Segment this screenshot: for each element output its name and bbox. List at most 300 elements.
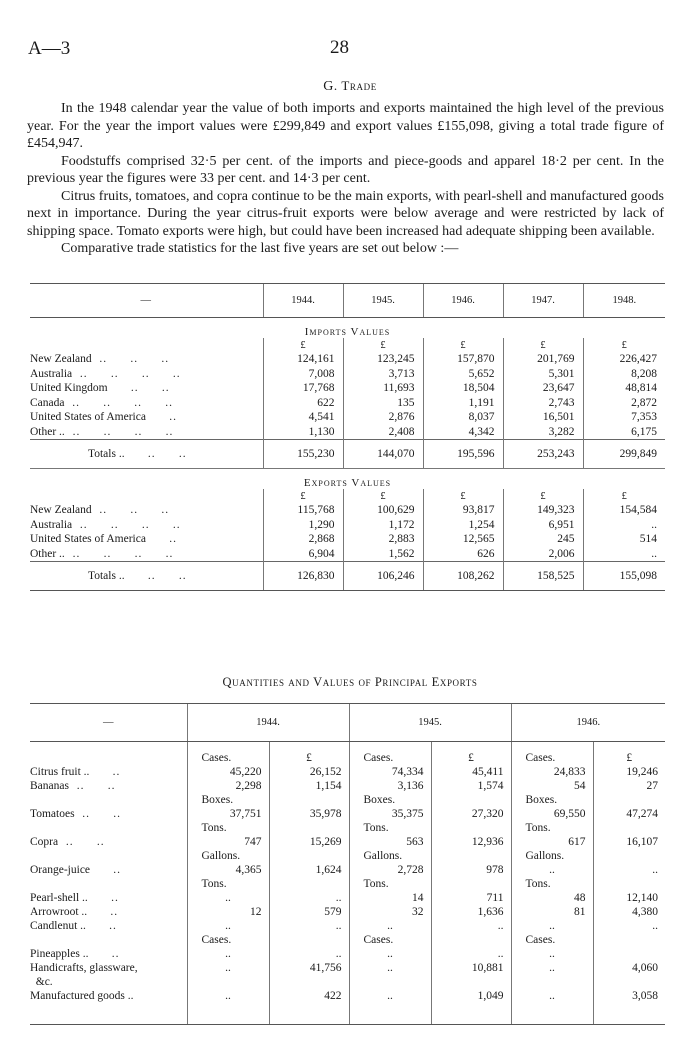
cell-value: 41,756 [269, 962, 349, 976]
unit-label [269, 878, 349, 892]
currency-symbol: £ [343, 489, 423, 503]
cell-value: 35,978 [269, 808, 349, 822]
cell-value: 579 [269, 906, 349, 920]
unit-label: Gallons. [187, 850, 269, 864]
cell-value: 617 [511, 836, 593, 850]
exports-rows [30, 503, 665, 562]
page-number: 28 [330, 37, 349, 58]
cell-value: 19,246 [593, 766, 665, 780]
cell-value: .. [511, 920, 593, 934]
row-label [30, 892, 187, 906]
cell-value: 47,274 [593, 808, 665, 822]
paragraph: Comparative trade statistics for the last five years are set out below :— [61, 241, 459, 256]
row-label [30, 396, 263, 411]
cell-value: .. [269, 920, 349, 934]
cell-value: 1,254 [423, 518, 503, 533]
row-label [30, 990, 187, 1004]
row-leader-dots: .. .. [58, 836, 105, 849]
cell-value: 201,769 [503, 352, 583, 367]
currency-symbol: £ [593, 752, 665, 766]
cell-value: 4,060 [593, 962, 665, 976]
cell-value: .. [269, 892, 349, 906]
imports-rows [30, 352, 665, 440]
cell-value: 27,320 [431, 808, 511, 822]
cell-value: 69,550 [511, 808, 593, 822]
cell-value: 14 [349, 892, 431, 906]
total-value: 106,246 [343, 562, 423, 591]
row-label [30, 822, 187, 836]
unit-label: Cases. [511, 934, 593, 948]
principal-exports-table [30, 703, 665, 1025]
cell-value: 6,951 [503, 518, 583, 533]
cell-value: .. [583, 547, 665, 562]
table-row [30, 352, 665, 367]
cell-value [511, 976, 593, 990]
row-label-text: Other .. [30, 547, 65, 560]
unit-label: Gallons. [511, 850, 593, 864]
exports-subheading-row [30, 469, 665, 490]
row-label [30, 410, 263, 425]
cell-value: 514 [583, 532, 665, 547]
cell-value: 1,130 [263, 425, 343, 440]
currency-row [30, 338, 665, 352]
row-label-text: New Zealand [30, 504, 92, 517]
header-corner: — [30, 284, 263, 318]
cell-value [593, 948, 665, 962]
row-label [30, 503, 263, 518]
cell-value: 1,154 [269, 780, 349, 794]
row-label [30, 864, 187, 878]
cell-value: 123,245 [343, 352, 423, 367]
currency-symbol: £ [263, 489, 343, 503]
row-label: Totals .. .. .. [30, 440, 263, 469]
table-row [30, 503, 665, 518]
table-end-row [30, 1004, 665, 1025]
table-row [30, 976, 665, 990]
cell-value: 35,375 [349, 808, 431, 822]
row-label-text: Candlenut .. [30, 920, 86, 933]
section-title [0, 78, 700, 95]
currency-symbol: £ [343, 338, 423, 352]
unit-label: Boxes. [349, 794, 431, 808]
unit-label [431, 794, 511, 808]
cell-value: .. [349, 920, 431, 934]
row-label [30, 547, 263, 562]
unit-label [593, 850, 665, 864]
year-header: 1944. [263, 284, 343, 318]
unit-label [593, 794, 665, 808]
currency-symbol: £ [263, 338, 343, 352]
unit-label [431, 878, 511, 892]
cell-value: .. [187, 948, 269, 962]
cell-value: 1,624 [269, 864, 349, 878]
unit-label [269, 822, 349, 836]
row-label [30, 367, 263, 382]
total-value: 155,230 [263, 440, 343, 469]
row-label-text: Pineapples .. [30, 948, 89, 961]
row-label [30, 808, 187, 822]
row-label-text: Copra [30, 836, 59, 849]
section-title-rest: . Trade [333, 78, 377, 93]
cell-value: 12,140 [593, 892, 665, 906]
cell-value: .. [187, 892, 269, 906]
row-leader-dots: .. [145, 533, 177, 546]
cell-value: 4,380 [593, 906, 665, 920]
cell-value: 15,269 [269, 836, 349, 850]
cell-value: .. [349, 990, 431, 1004]
cell-value [593, 976, 665, 990]
row-leader-dots: .. [87, 906, 119, 919]
cell-value: 54 [511, 780, 593, 794]
row-label-text: Canada [30, 396, 65, 409]
table-row [30, 381, 665, 396]
cell-value: .. [583, 518, 665, 533]
table-row [30, 990, 665, 1004]
unit-label: Tons. [187, 822, 269, 836]
row-label-text: New Zealand [30, 353, 92, 366]
spacer-row [30, 742, 665, 753]
cell-value: .. [349, 948, 431, 962]
cell-value: .. [593, 864, 665, 878]
row-leader-dots: .. .. .. .. [64, 547, 174, 560]
principal-export-rows [30, 766, 665, 1004]
cell-value: 11,693 [343, 381, 423, 396]
unit-label [269, 850, 349, 864]
cell-value: 2,868 [263, 532, 343, 547]
unit-row [30, 794, 665, 808]
row-label [30, 920, 187, 934]
cell-value: 12,565 [423, 532, 503, 547]
cell-value: 74,334 [349, 766, 431, 780]
cell-value: 7,008 [263, 367, 343, 382]
currency-symbol: £ [423, 338, 503, 352]
cell-value: .. [511, 962, 593, 976]
cell-value [269, 976, 349, 990]
unit-row [30, 878, 665, 892]
year-header: 1946. [511, 704, 665, 742]
cell-value: .. [511, 864, 593, 878]
row-label [30, 352, 263, 367]
row-label [30, 518, 263, 533]
row-label-text: Pearl-shell .. [30, 892, 88, 905]
year-header: 1945. [343, 284, 423, 318]
unit-label: Boxes. [187, 794, 269, 808]
cell-value: 6,904 [263, 547, 343, 562]
row-leader-dots: .. [87, 892, 119, 905]
cell-value: 2,876 [343, 410, 423, 425]
cell-value: .. [431, 920, 511, 934]
total-value: 158,525 [503, 562, 583, 591]
cell-value: 81 [511, 906, 593, 920]
cell-value: 1,172 [343, 518, 423, 533]
unit-label: Gallons. [349, 850, 431, 864]
row-label-text: United States of America [30, 533, 146, 546]
cell-value: 7,353 [583, 410, 665, 425]
cell-value: 12,936 [431, 836, 511, 850]
unit-label [593, 822, 665, 836]
cell-value: 226,427 [583, 352, 665, 367]
section-body [27, 100, 664, 258]
row-label: Totals .. .. .. [30, 562, 263, 591]
cell-value: 10,881 [431, 962, 511, 976]
row-label [30, 836, 187, 850]
table-row [30, 396, 665, 411]
unit-label: Tons. [349, 822, 431, 836]
row-leader-dots: .. .. .. [91, 504, 170, 517]
year-header: 1944. [187, 704, 349, 742]
cell-value: 27 [593, 780, 665, 794]
cell-value: 5,301 [503, 367, 583, 382]
unit-header-row [30, 752, 665, 766]
row-label-text: Other .. [30, 425, 65, 438]
unit-row [30, 850, 665, 864]
cell-value: 2,743 [503, 396, 583, 411]
cell-value: 1,574 [431, 780, 511, 794]
cell-value: .. [593, 920, 665, 934]
cell-value: 24,833 [511, 766, 593, 780]
row-label [30, 878, 187, 892]
row-leader-dots: .. .. .. .. [72, 367, 181, 380]
unit-label [431, 934, 511, 948]
table-row [30, 920, 665, 934]
cell-value: 4,365 [187, 864, 269, 878]
unit-label [269, 794, 349, 808]
cell-value: .. [187, 990, 269, 1004]
cell-value: 3,713 [343, 367, 423, 382]
cell-value: 1,191 [423, 396, 503, 411]
row-label-text: Bananas [30, 780, 69, 793]
row-label-text: Citrus fruit .. [30, 766, 90, 779]
cell-value: 45,411 [431, 766, 511, 780]
total-value: 155,098 [583, 562, 665, 591]
cell-value: .. [187, 920, 269, 934]
currency-symbol: £ [503, 338, 583, 352]
cell-value: 115,768 [263, 503, 343, 518]
year-header: 1945. [349, 704, 511, 742]
table-row [30, 780, 665, 794]
row-label [30, 532, 263, 547]
imports-subheading-row [30, 318, 665, 339]
unit-label: Tons. [511, 878, 593, 892]
cell-value: 12 [187, 906, 269, 920]
row-label [30, 766, 187, 780]
table-row [30, 808, 665, 822]
cell-value: 45,220 [187, 766, 269, 780]
cell-value: 154,584 [583, 503, 665, 518]
cell-value: 1,290 [263, 518, 343, 533]
cell-value: 8,037 [423, 410, 503, 425]
unit-label: Tons. [511, 822, 593, 836]
principal-exports-title: Quantities and Values of Principal Exports [222, 675, 478, 689]
cell-value: .. [511, 990, 593, 1004]
cell-value: 626 [423, 547, 503, 562]
cell-value: 48 [511, 892, 593, 906]
cell-value: 2,883 [343, 532, 423, 547]
total-value: 126,830 [263, 562, 343, 591]
row-label [30, 906, 187, 920]
row-label-text: Tomatoes [30, 808, 75, 821]
row-label [30, 976, 187, 990]
unit-label: Tons. [349, 878, 431, 892]
cell-value: 6,175 [583, 425, 665, 440]
row-label [30, 425, 263, 440]
table-row [30, 906, 665, 920]
cell-value: 149,323 [503, 503, 583, 518]
row-label-text: United Kingdom [30, 382, 108, 395]
row-label-text: Australia [30, 518, 73, 531]
cell-value: 93,817 [423, 503, 503, 518]
year-header: 1946. [423, 284, 503, 318]
row-leader-dots: .. .. [74, 808, 122, 821]
unit-label: Tons. [187, 878, 269, 892]
row-label [30, 948, 187, 962]
table-row [30, 425, 665, 440]
row-label [30, 962, 187, 976]
row-label-text: Manufactured goods .. [30, 990, 134, 1003]
cell-value: 622 [263, 396, 343, 411]
cell-value: 1,562 [343, 547, 423, 562]
trade-statistics-table [30, 283, 665, 591]
total-value: 108,262 [423, 562, 503, 591]
unit-label [431, 822, 511, 836]
cell-value: .. [349, 962, 431, 976]
unit-label: Cases. [349, 934, 431, 948]
row-leader-dots: .. .. [68, 780, 116, 793]
currency-symbol: £ [583, 338, 665, 352]
row-leader-dots: .. [145, 411, 177, 424]
cell-value [187, 976, 269, 990]
cell-value: 2,298 [187, 780, 269, 794]
row-leader-dots: .. .. [107, 382, 170, 395]
row-label [30, 794, 187, 808]
cell-value: 16,501 [503, 410, 583, 425]
row-leader-dots: .. [89, 766, 121, 779]
cell-value: 422 [269, 990, 349, 1004]
imports-totals-row [30, 440, 665, 469]
table-row [30, 766, 665, 780]
cell-value: 124,161 [263, 352, 343, 367]
row-label [30, 850, 187, 864]
imports-subheading: Imports Values [304, 326, 391, 338]
unit-label [431, 850, 511, 864]
table-row [30, 410, 665, 425]
cell-value: 100,629 [343, 503, 423, 518]
document-code: A—3 [28, 38, 71, 59]
year-header: 1947. [503, 284, 583, 318]
cell-value: 32 [349, 906, 431, 920]
table-row [30, 962, 665, 976]
cell-value: 978 [431, 864, 511, 878]
cell-value: 135 [343, 396, 423, 411]
cell-value: 23,647 [503, 381, 583, 396]
row-label [30, 381, 263, 396]
exports-subheading: Exports Values [30, 469, 665, 490]
cell-value: 2,872 [583, 396, 665, 411]
currency-row [30, 489, 665, 503]
cell-value: 3,136 [349, 780, 431, 794]
cell-value: 2,006 [503, 547, 583, 562]
cell-value: .. [511, 948, 593, 962]
cell-value: 1,636 [431, 906, 511, 920]
cell-value: 711 [431, 892, 511, 906]
row-leader-dots: .. [85, 920, 117, 933]
cell-value: 747 [187, 836, 269, 850]
table-row [30, 836, 665, 850]
currency-symbol: £ [583, 489, 665, 503]
total-value: 144,070 [343, 440, 423, 469]
cell-value: 1,049 [431, 990, 511, 1004]
row-leader-dots: .. .. .. .. [64, 425, 174, 438]
row-label-text: Arrowroot .. [30, 906, 88, 919]
cell-value: 2,728 [349, 864, 431, 878]
year-header: 1948. [583, 284, 665, 318]
unit-label: Cases. [187, 934, 269, 948]
row-label-text: Australia [30, 367, 73, 380]
cell-value: 48,814 [583, 381, 665, 396]
cell-value: .. [269, 948, 349, 962]
table-row [30, 532, 665, 547]
cell-value: 17,768 [263, 381, 343, 396]
cell-value: 4,342 [423, 425, 503, 440]
cell-value [431, 976, 511, 990]
row-label-text: United States of America [30, 411, 146, 424]
cell-value: 157,870 [423, 352, 503, 367]
table-row [30, 547, 665, 562]
cell-value: 245 [503, 532, 583, 547]
row-label [30, 780, 187, 794]
unit-label [593, 934, 665, 948]
row-leader-dots: .. .. .. .. [72, 518, 181, 531]
currency-symbol: £ [423, 489, 503, 503]
paragraph: In the 1948 calendar year the value of both imports and exports maintained the high level of the previous year. For the year the import values were £299,849 and export values £155,098, giving a total trade figure of £454,947. [27, 101, 664, 151]
row-label-text: &c. [30, 976, 53, 989]
table-row [30, 892, 665, 906]
row-leader-dots: .. .. .. [91, 353, 170, 366]
total-value: 195,596 [423, 440, 503, 469]
table-header-row [30, 284, 665, 318]
cell-value: 3,058 [593, 990, 665, 1004]
cell-value: 4,541 [263, 410, 343, 425]
row-leader-dots: .. [90, 864, 122, 877]
total-value: 253,243 [503, 440, 583, 469]
cell-value: 18,504 [423, 381, 503, 396]
unit-label: Boxes. [511, 794, 593, 808]
unit-label: Cases. [349, 752, 431, 766]
table-row [30, 948, 665, 962]
section-title-letter: G [323, 79, 334, 94]
table-row [30, 367, 665, 382]
cell-value: 37,751 [187, 808, 269, 822]
cell-value: 2,408 [343, 425, 423, 440]
cell-value: 26,152 [269, 766, 349, 780]
row-label-text: Handicrafts, glassware, [30, 962, 138, 975]
paragraph: Foodstuffs comprised 32·5 per cent. of the imports and piece-goods and apparel 18·2 per cent. In the previous year the figures were 33 per cent. and 14·3 per cent. [27, 153, 664, 186]
table-header-row [30, 704, 665, 742]
cell-value: .. [187, 962, 269, 976]
unit-label [593, 878, 665, 892]
currency-symbol: £ [431, 752, 511, 766]
cell-value [349, 976, 431, 990]
cell-value: 3,282 [503, 425, 583, 440]
cell-value: 5,652 [423, 367, 503, 382]
row-leader-dots: .. [88, 948, 120, 961]
row-label [30, 934, 187, 948]
exports-totals-row [30, 562, 665, 591]
cell-value: .. [431, 948, 511, 962]
unit-row [30, 934, 665, 948]
header-corner: — [30, 704, 187, 742]
cell-value: 16,107 [593, 836, 665, 850]
